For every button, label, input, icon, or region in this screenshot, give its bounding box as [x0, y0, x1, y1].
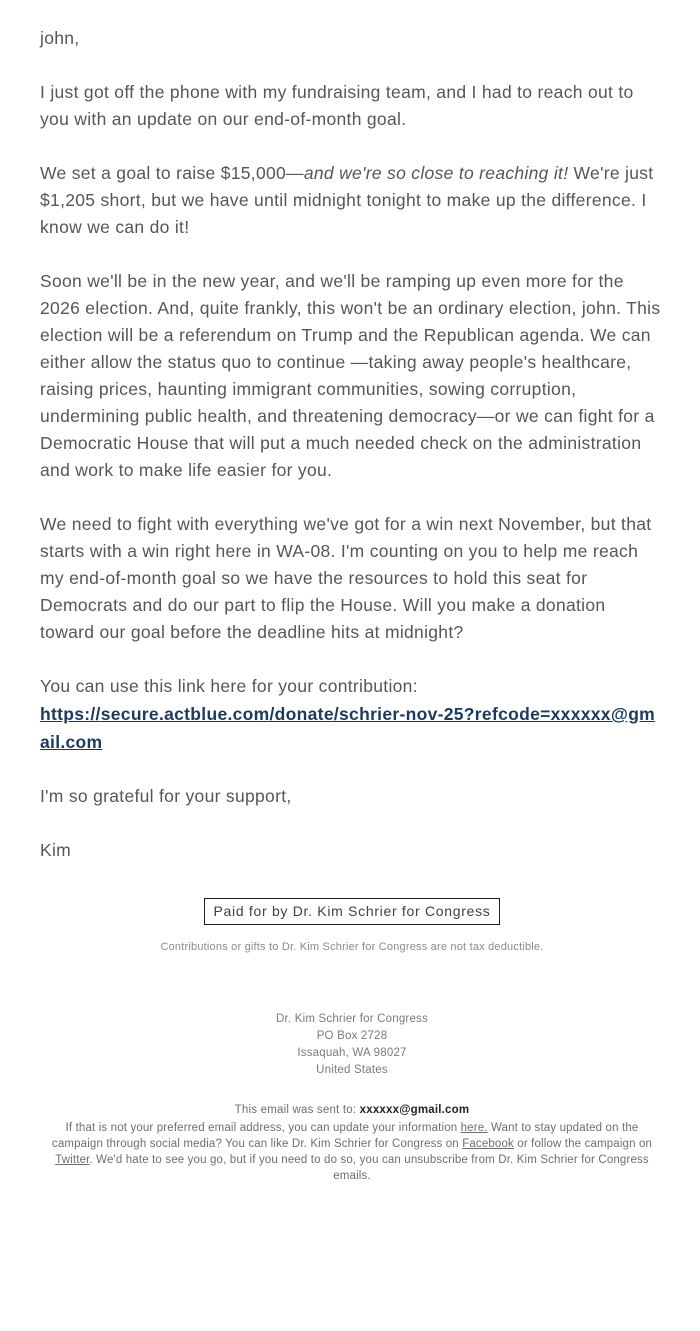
fine-print-text-4: . We'd hate to see you go, but if you need to do so, you can unsubscribe from Dr. Kim Schrier for Congress emails.	[89, 1154, 649, 1182]
donation-link[interactable]: https://secure.actblue.com/donate/schrier-nov-25?refcode=xxxxxx@gmail.com	[40, 704, 656, 752]
paragraph-link	[40, 673, 664, 756]
signature: Kim	[40, 840, 72, 860]
footer-fine-print	[40, 1120, 664, 1184]
paragraph-goal	[40, 160, 664, 241]
goal-text-before: We set a goal to raise $15,000—	[40, 163, 304, 183]
sent-to-line	[40, 1104, 664, 1116]
link-intro-text: You can use this link here for your contribution:	[40, 676, 418, 696]
paragraph-grateful: I'm so grateful for your support,	[40, 786, 292, 806]
address-line-committee: Dr. Kim Schrier for Congress	[276, 1013, 428, 1025]
address-line-city: Issaquah, WA 98027	[297, 1047, 407, 1059]
address-line-country: United States	[316, 1064, 388, 1076]
goal-text-after: We're just $1,205 short, but we have until midnight tonight to make up the difference. I know we can do it!	[40, 163, 654, 237]
fine-print-text-3: or follow the campaign on	[513, 1138, 653, 1150]
facebook-link[interactable]: Facebook	[462, 1138, 514, 1150]
goal-text-italic: and we're so close to reaching it!	[303, 163, 569, 183]
sent-to-label: This email was sent to:	[234, 1104, 360, 1116]
greeting: john,	[40, 28, 80, 48]
fine-print-text-2: Want to stay updated on the campaign through social media? You can like Dr. Kim Schrier for Congress on	[51, 1122, 639, 1150]
paragraph-fight: We need to fight with everything we've got for a win next November, but that starts with a win right here in WA-08. I'm counting on you to help me reach my end-of-month goal so we have the resources to hold this seat for Democrats and do our part to flip the House. Will you make a donation toward our goal before the deadline hits at midnight?	[40, 514, 652, 642]
update-info-link[interactable]: here.	[460, 1122, 488, 1134]
address-line-pobox: PO Box 2728	[316, 1030, 388, 1042]
paid-for-box: Paid for by Dr. Kim Schrier for Congress	[204, 898, 501, 925]
paragraph-election: Soon we'll be in the new year, and we'll be ramping up even more for the 2026 election. And, quite frankly, this won't be an ordinary election, john. This election will be a referendum on Trump and the Republican agenda. We can either allow the status quo to continue —taking away people's healthcare, raising prices, haunting immigrant communities, sowing corruption, undermining public health, and threatening democracy—or we can fight for a Democratic House that will put a much needed check on the administration and work to make life easier for you.	[40, 271, 661, 480]
paid-for-section	[40, 896, 664, 953]
recipient-email: xxxxxx@gmail.com	[359, 1104, 470, 1116]
fine-print-text-1: If that is not your preferred email address, you can update your information	[65, 1122, 461, 1134]
twitter-link[interactable]: Twitter	[55, 1154, 90, 1166]
tax-disclaimer: Contributions or gifts to Dr. Kim Schrier for Congress are not tax deductible.	[160, 941, 544, 953]
paragraph-intro: I just got off the phone with my fundraising team, and I had to reach out to you with an update on our end-of-month goal.	[40, 82, 634, 129]
campaign-address	[40, 1011, 664, 1079]
